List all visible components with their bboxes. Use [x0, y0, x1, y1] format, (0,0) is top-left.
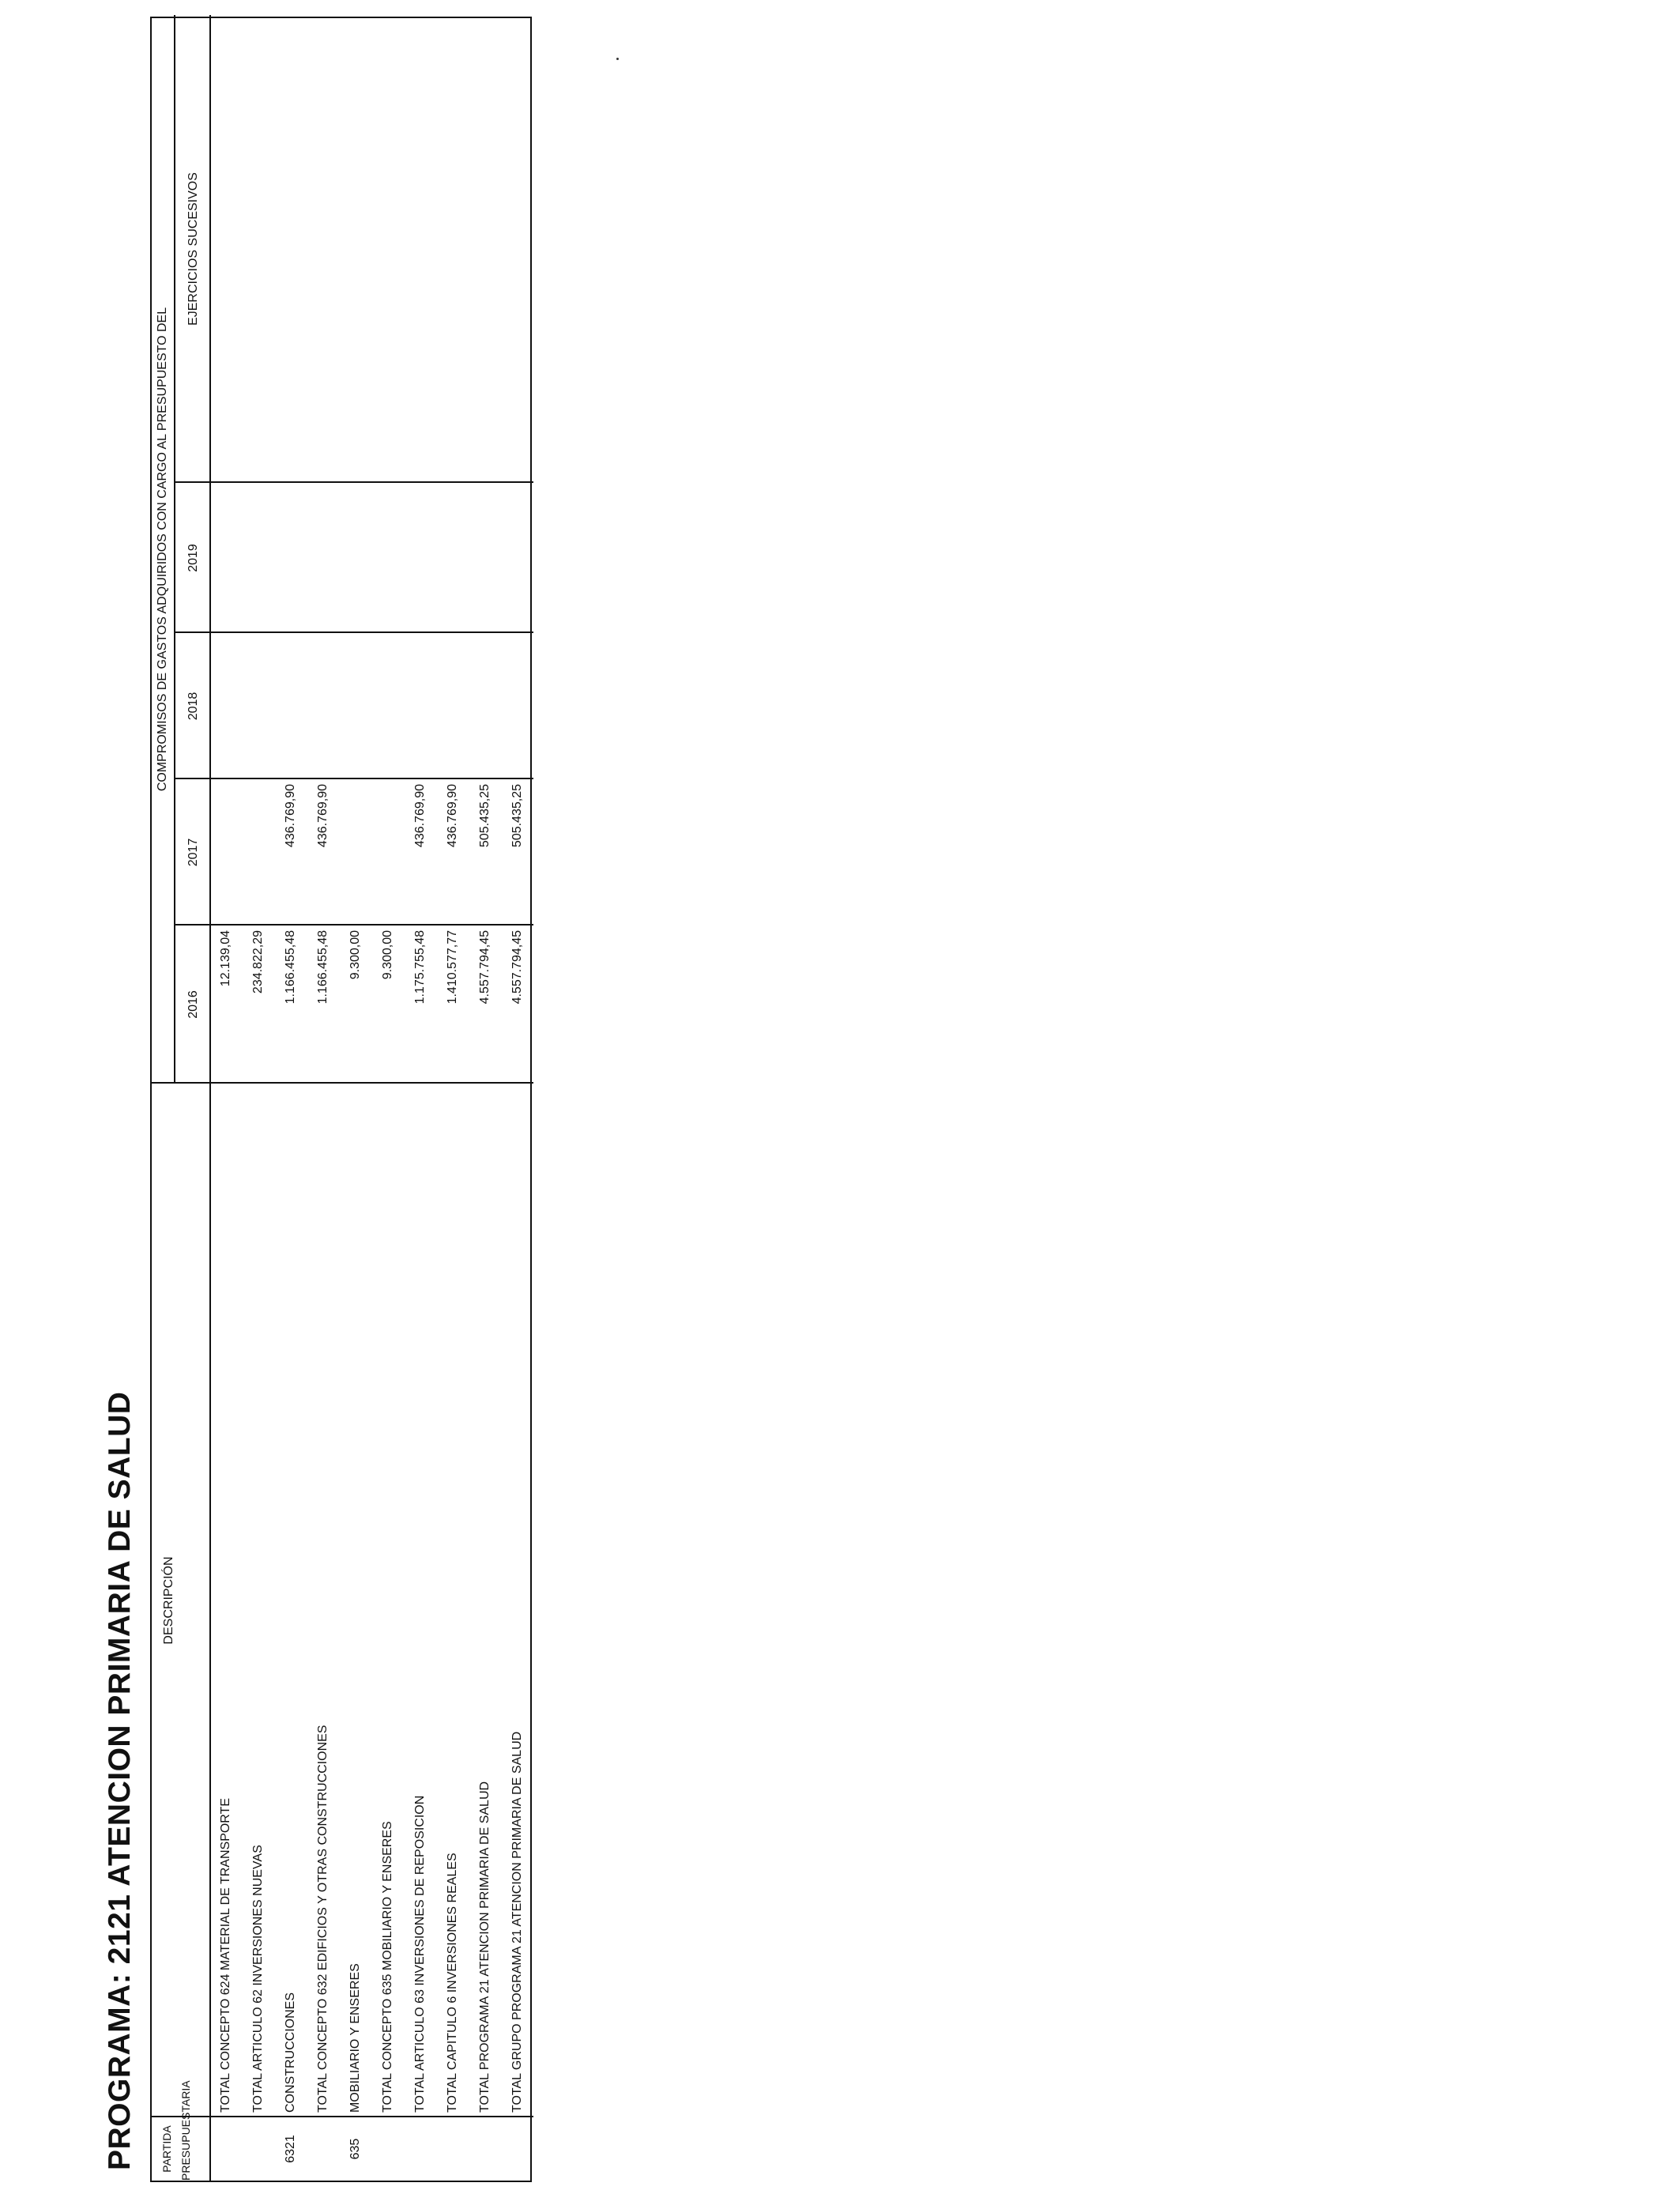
amount-cell: 436.769,90: [315, 784, 330, 848]
partida-header-line1: PARTIDA: [160, 2125, 173, 2173]
descripcion-cell: TOTAL ARTICULO 62 INVERSIONES NUEVAS: [250, 1845, 265, 2113]
year-header: 2016: [186, 990, 200, 1019]
descripcion-cell: CONSTRUCCIONES: [283, 1992, 297, 2113]
descripcion-cell: MOBILIARIO Y ENSERES: [348, 1963, 362, 2113]
scan-speck: [616, 58, 619, 60]
year-header: 2018: [186, 692, 200, 721]
descripcion-header: DESCRIPCIÓN: [162, 1556, 175, 1645]
amount-cell: 12.139,04: [218, 930, 232, 987]
descripcion-cell: TOTAL ARTICULO 63 INVERSIONES DE REPOSICION: [412, 1795, 427, 2113]
year-header: 2017: [186, 838, 200, 867]
amount-cell: 505.435,25: [477, 784, 492, 848]
header-divider: [174, 15, 175, 1084]
amount-cell: 436.769,90: [445, 784, 459, 848]
descripcion-cell: TOTAL CONCEPTO 624 MATERIAL DE TRANSPORTE: [218, 1797, 232, 2113]
amount-cell: 234.822,29: [250, 930, 265, 994]
amount-cell: 4.557.794,45: [477, 930, 492, 1005]
amount-cell: 4.557.794,45: [510, 930, 524, 1005]
amount-cell: 436.769,90: [283, 784, 297, 848]
column-divider: [174, 778, 533, 780]
column-divider: [174, 482, 533, 484]
amount-cell: 1.166.455,48: [315, 930, 330, 1005]
amount-cell: 1.410.577,77: [445, 930, 459, 1005]
header-divider: [209, 15, 211, 2181]
descripcion-cell: TOTAL CAPITULO 6 INVERSIONES REALES: [445, 1853, 459, 2113]
column-divider: [174, 632, 533, 634]
descripcion-cell: TOTAL GRUPO PROGRAMA 21 ATENCION PRIMARIA DE SALUD: [510, 1731, 524, 2113]
amount-cell: 9.300,00: [380, 930, 394, 980]
descripcion-cell: TOTAL PROGRAMA 21 ATENCION PRIMARIA DE SALUD: [477, 1781, 492, 2113]
year-header: 2019: [186, 544, 200, 572]
amount-cell: 9.300,00: [348, 930, 362, 980]
year-header: EJERCICIOS SUCESIVOS: [186, 172, 200, 326]
compromisos-header: COMPROMISOS DE GASTOS ADQUIRIDOS CON CARGO AL PRESUPUESTO DEL: [156, 307, 169, 792]
descripcion-cell: TOTAL CONCEPTO 632 EDIFICIOS Y OTRAS CONSTRUCCIONES: [315, 1725, 330, 2113]
partida-code: 635: [348, 2138, 362, 2160]
amount-cell: 1.175.755,48: [412, 930, 427, 1005]
page-title: PROGRAMA: 2121 ATENCION PRIMARIA DE SALUD: [103, 1391, 137, 2170]
partida-header-line2: PRESUPUESTARIA: [179, 2080, 192, 2181]
amount-cell: 436.769,90: [412, 784, 427, 848]
amount-cell: 505.435,25: [510, 784, 524, 848]
commitments-table: [150, 17, 532, 2182]
descripcion-cell: TOTAL CONCEPTO 635 MOBILIARIO Y ENSERES: [380, 1821, 394, 2113]
amount-cell: 1.166.455,48: [283, 930, 297, 1005]
partida-code: 6321: [283, 2135, 297, 2163]
